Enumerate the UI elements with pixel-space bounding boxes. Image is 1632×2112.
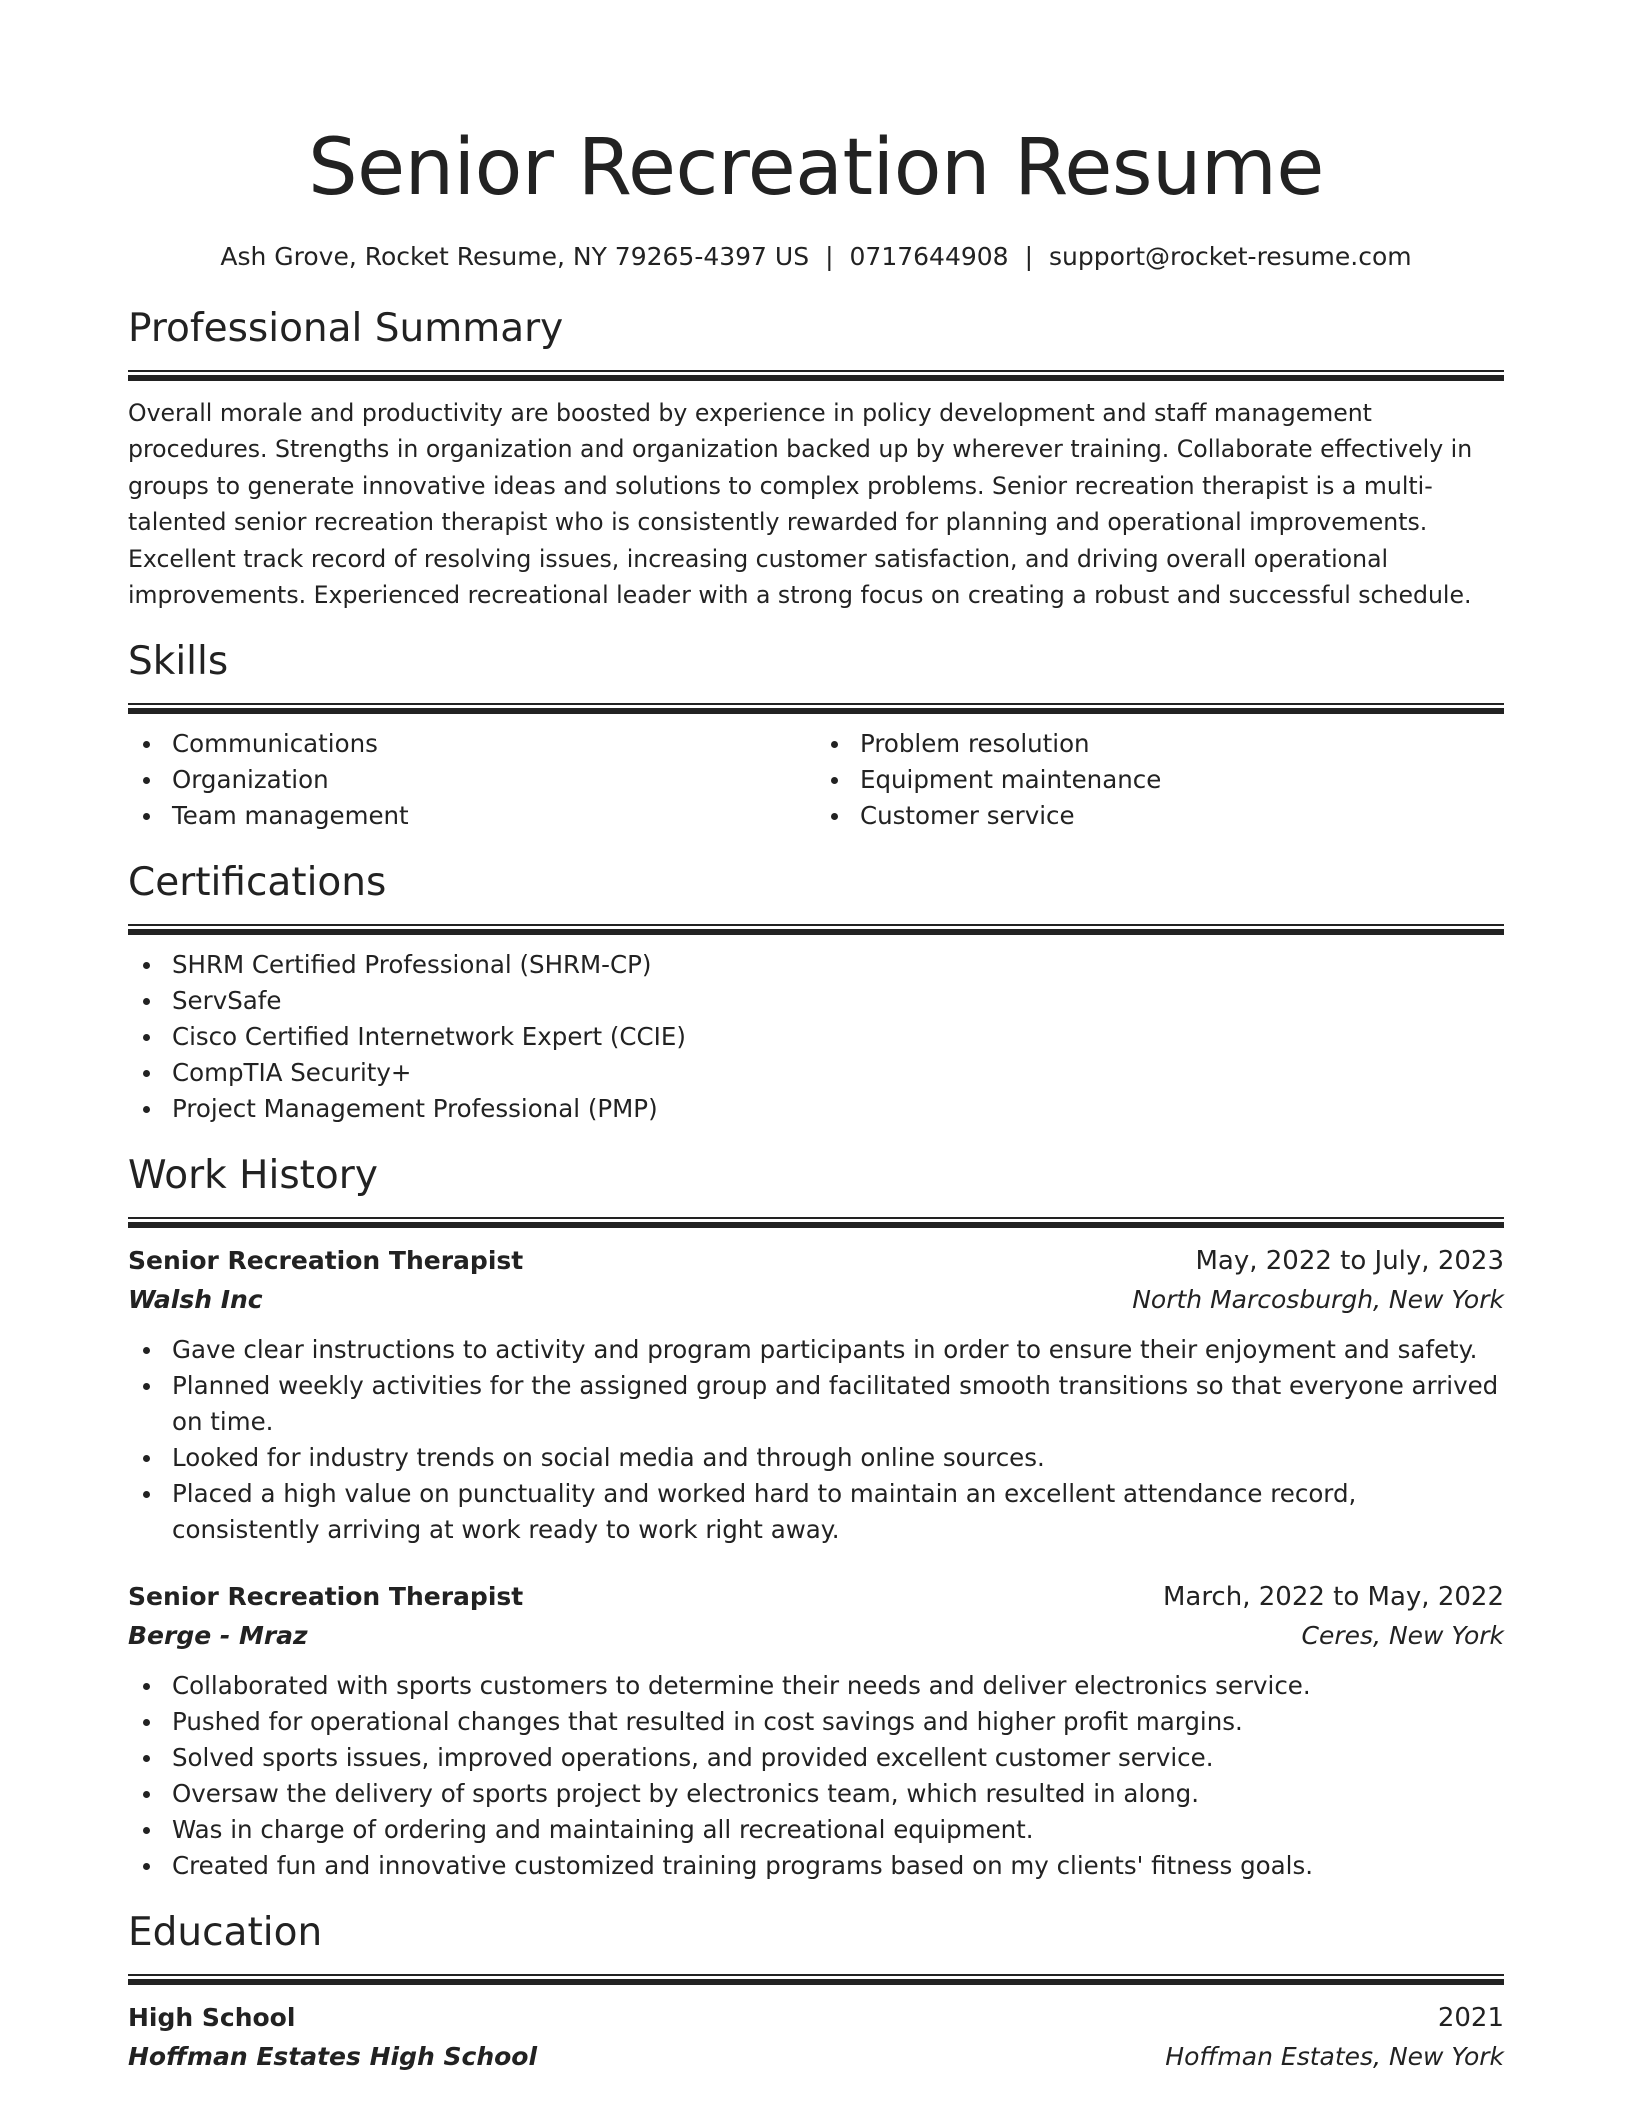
certification-item: Cisco Certified Internetwork Expert (CCIE) (172, 1019, 1504, 1055)
education-degree: High School (128, 2003, 296, 2033)
job-title: Senior Recreation Therapist (128, 1582, 524, 1612)
certifications-section (128, 858, 1504, 1127)
education-entry (128, 1999, 1504, 2077)
job-bullet: Looked for industry trends on social media and through online sources. (172, 1440, 1504, 1476)
section-heading: Work History (128, 1153, 378, 1199)
job-bullet: Oversaw the delivery of sports project by electronics team, which resulted in along. (172, 1776, 1504, 1812)
skills-grid (128, 726, 1504, 834)
certification-item: Project Management Professional (PMP) (172, 1091, 1504, 1127)
job-bullet: Pushed for operational changes that resulted in cost savings and higher profit margins. (172, 1704, 1504, 1740)
job-dates: May, 2022 to July, 2023 (1195, 1246, 1504, 1277)
resume-page (128, 0, 1504, 2077)
section-divider (128, 1217, 1504, 1228)
job-bullet: Was in charge of ordering and maintaining all recreational equipment. (172, 1812, 1504, 1848)
job-bullet: Solved sports issues, improved operations, and provided excellent customer service. (172, 1740, 1504, 1776)
contact-separator: | (1024, 242, 1034, 271)
job-subheader (128, 1280, 1504, 1320)
job-bullet: Planned weekly activities for the assigned group and facilitated smooth transitions so that everyone arrived on time. (172, 1368, 1504, 1440)
resume-header (128, 118, 1504, 274)
skill-item: Customer service (860, 798, 1504, 834)
skill-item: Equipment maintenance (860, 762, 1504, 798)
job-bullet: Collaborated with sports customers to determine their needs and deliver electronics service. (172, 1668, 1504, 1704)
skill-item: Communications (172, 726, 816, 762)
contact-phone: 0717644908 (849, 242, 1009, 271)
summary-text: Overall morale and productivity are boosted by experience in policy development and staff management procedures. Strengths in organization and organization backed up by wherever training. Collaborate effectively in groups to generate innovative ideas and solutions to complex problems. Senior recreation therapist is a multi-talented senior recreation therapist who is consistently rewarded for planning and operational improvements. Excellent track record of resolving issues, increasing customer satisfaction, and driving overall operational improvements. Experienced recreational leader with a strong focus on creating a robust and successful schedule. (128, 399, 1473, 610)
contact-email: support@rocket-resume.com (1049, 242, 1412, 271)
job-subheader (128, 1616, 1504, 1656)
skill-item: Problem resolution (860, 726, 1504, 762)
job-entry (128, 1242, 1504, 1548)
skills-list-left (128, 726, 816, 834)
job-company: Berge - Mraz (128, 1621, 308, 1651)
job-bullet: Created fun and innovative customized training programs based on my clients' fitness goals. (172, 1848, 1504, 1884)
skills-list-right (816, 726, 1504, 834)
education-section (128, 1908, 1504, 2077)
certification-item: ServSafe (172, 983, 1504, 1019)
job-bullets (128, 1332, 1504, 1548)
contact-separator: | (825, 242, 834, 271)
education-header (128, 1999, 1504, 2037)
job-bullet: Placed a high value on punctuality and worked hard to maintain an excellent attendance record, consistently arriving at work ready to work right away. (172, 1476, 1504, 1548)
section-heading: Certifications (128, 860, 387, 906)
job-header (128, 1242, 1504, 1280)
education-location: Hoffman Estates, New York (1165, 2042, 1504, 2072)
contact-address: Ash Grove, Rocket Resume, NY 79265-4397 US (220, 242, 810, 271)
job-bullets (128, 1668, 1504, 1884)
skills-section (128, 637, 1504, 834)
page-title: Senior Recreation Resume (308, 123, 1324, 213)
certifications-list (128, 947, 1504, 1127)
work-history-section (128, 1151, 1504, 1884)
education-school: Hoffman Estates High School (128, 2042, 538, 2072)
section-heading: Skills (128, 639, 229, 685)
section-heading: Professional Summary (128, 306, 564, 351)
job-header (128, 1578, 1504, 1616)
job-location: Ceres, New York (1301, 1621, 1504, 1651)
education-subheader (128, 2037, 1504, 2077)
section-divider (128, 370, 1504, 381)
job-entry (128, 1578, 1504, 1884)
certification-item: SHRM Certified Professional (SHRM-CP) (172, 947, 1504, 983)
skill-item: Organization (172, 762, 816, 798)
contact-line (128, 240, 1504, 274)
skill-item: Team management (172, 798, 816, 834)
education-year: 2021 (1437, 2003, 1504, 2034)
section-heading: Education (128, 1910, 323, 1956)
section-divider (128, 703, 1504, 714)
section-divider (128, 1974, 1504, 1985)
job-bullet: Gave clear instructions to activity and program participants in order to ensure their enjoyment and safety. (172, 1332, 1504, 1368)
section-divider (128, 924, 1504, 935)
job-company: Walsh Inc (128, 1285, 263, 1315)
job-title: Senior Recreation Therapist (128, 1246, 524, 1276)
certification-item: CompTIA Security+ (172, 1055, 1504, 1091)
job-location: North Marcosburgh, New York (1132, 1285, 1504, 1315)
job-dates: March, 2022 to May, 2022 (1162, 1582, 1504, 1613)
summary-section (128, 304, 1504, 613)
